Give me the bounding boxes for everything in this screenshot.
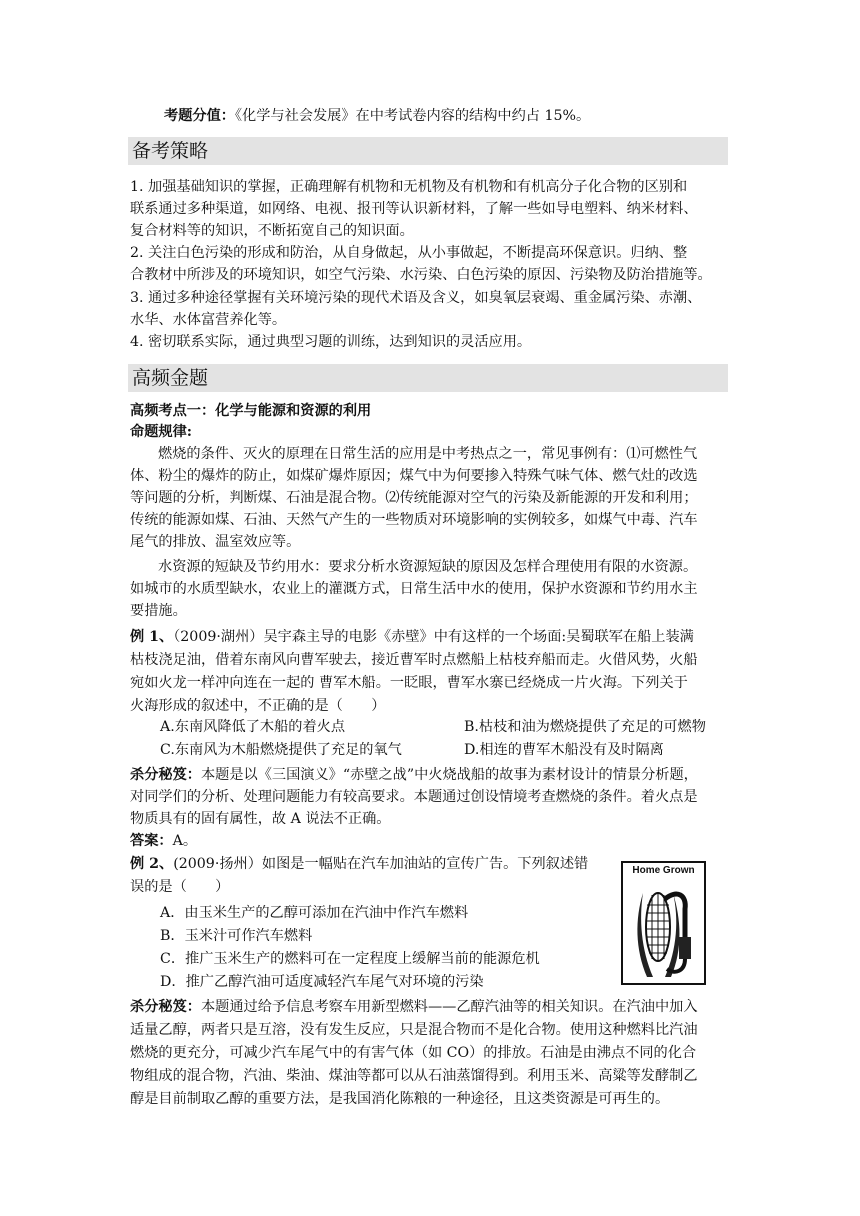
point-title: 高频考点一：化学与能源和资源的利用 <box>130 403 372 419</box>
example1-answer <box>130 831 730 851</box>
example2-tip-line: 燃烧的更充分，可减少汽车尾气中的有害气体（如 CO）的排放。石油是由沸点不同的化合 <box>130 1045 697 1061</box>
example1-tip-line: 本题是以《三国演义》“赤壁之战”中火烧战船的故事为素材设计的情景分析题， <box>200 767 698 783</box>
strategy-line: 复合材料等的知识，不断拓宽自己的知识面。 <box>130 223 414 239</box>
example1-option-a: A.东南风降低了木船的着火点 <box>160 719 346 735</box>
example1-line: （2009·湖州）吴宇森主导的电影《赤壁》中有这样的一个场面:吴蜀联军在船上装满 <box>173 629 694 645</box>
example1-tip-label: 杀分秘笈： <box>130 767 201 783</box>
example1-question <box>130 627 730 647</box>
section-heading-gold-questions: 高频金题 <box>128 364 728 392</box>
example1-line: 宛如火龙一样冲向连在一起的 曹军木船。一眨眼，曹军水寨已经烧成一片火海。下列关于 <box>130 675 688 691</box>
strategy-line: 合教材中所涉及的环境知识，如空气污染、水污染、白色污染的原因、污染物及防治措施等。 <box>130 267 712 283</box>
example2-tip-label: 杀分秘笈： <box>130 999 201 1015</box>
rule-line: 要措施。 <box>130 603 187 619</box>
strategy-line: 3. 通过多种途径掌握有关环境污染的现代术语及含义，如臭氧层衰竭、重金属污染、赤潮、 <box>130 290 702 306</box>
example1-tip <box>130 765 730 785</box>
example1-line: 火海形成的叙述中，不正确的是（ ） <box>130 698 386 714</box>
score-label: 考题分值： <box>164 108 235 124</box>
example2-option-a: A．由玉米生产的乙醇可添加在汽油中作汽车燃料 <box>160 905 469 921</box>
example1-label: 例 1、 <box>130 629 174 645</box>
corn-fuel-nozzle-icon <box>627 879 703 983</box>
section-heading-strategy: 备考策略 <box>128 137 728 165</box>
example1-tip-line: 对同学们的分析、处理问题能力有较高要求。本题通过创设情境考查燃烧的条件。着火点是 <box>130 789 698 805</box>
rule-line: 如城市的水质型缺水，农业上的灌溉方式，日常生活中水的使用，保护水资源和节约用水主 <box>130 581 698 597</box>
example1-option-d: D.相连的曹军木船没有及时隔离 <box>464 742 664 758</box>
home-grown-ad-image <box>621 861 706 985</box>
example2-tip-line: 适量乙醇，两者只是互溶，没有发生反应，只是混合物而不是化合物。使用这种燃料比汽油 <box>130 1022 698 1038</box>
example2-line: (2009·扬州）如图是一幅贴在汽车加油站的宣传广告。下列叙述错 <box>173 856 589 872</box>
strategy-line: 水华、水体富营养化等。 <box>130 312 287 328</box>
score-line <box>164 106 764 126</box>
strategy-line: 联系通过多种渠道，如网络、电视、报刊等认识新材料，了解一些如导电塑料、纳米材料、 <box>130 201 698 217</box>
rule-line: 体、粉尘的爆炸的防止，如煤矿爆炸原因；煤气中为何要掺入特殊气味气体、燃气灶的改选 <box>130 468 698 484</box>
example2-tip-line: 本题通过给予信息考察车用新型燃料——乙醇汽油等的相关知识。在汽油中加入 <box>200 999 698 1015</box>
example1-option-c: C.东南风为木船燃烧提供了充足的氧气 <box>160 742 402 758</box>
strategy-line: 2. 关注白色污染的形成和防治，从自身做起，从小事做起，不断提高环保意识。归纳、整 <box>130 245 688 261</box>
ad-title: Home Grown <box>632 865 695 876</box>
score-text: 《化学与社会发展》在中考试卷内容的结构中约占 15%。 <box>234 108 591 124</box>
rule-line: 等问题的分析，判断煤、石油是混合物。⑵传统能源对空气的污染及新能源的开发和利用； <box>130 490 698 506</box>
example2-tip-line: 物组成的混合物，汽油、柴油、煤油等都可以从石油蒸馏得到。利用玉米、高粱等发酵制乙 <box>130 1068 698 1084</box>
example2-tip-line: 醇是目前制取乙醇的重要方法，是我国消化陈粮的一种途径，且这类资源是可再生的。 <box>130 1091 670 1107</box>
strategy-line: 4. 密切联系实际，通过典型习题的训练，达到知识的灵活应用。 <box>130 334 532 350</box>
strategy-line: 1. 加强基础知识的掌握，正确理解有机物和无机物及有机物和有机高分子化合物的区别和 <box>130 179 688 195</box>
example2-label: 例 2、 <box>130 856 174 872</box>
answer-value: A。 <box>172 833 198 849</box>
rule-line: 水资源的短缺及节约用水：要求分析水资源短缺的原因及怎样合理使用有限的水资源。 <box>158 559 698 575</box>
example2-option-b: B．玉米汁可作汽车燃料 <box>160 928 313 944</box>
example1-option-b: B.枯枝和油为燃烧提供了充足的可燃物 <box>464 719 706 735</box>
example1-tip-line: 物质具有的固有属性，故 A 说法不正确。 <box>130 811 391 827</box>
answer-label: 答案： <box>130 833 173 849</box>
rule-label: 命题规律: <box>130 424 192 440</box>
rule-line: 传统的能源如煤、石油、天然气产生的一些物质对环境影响的实例较多，如煤气中毒、汽车 <box>130 512 698 528</box>
example2-tip <box>130 997 730 1017</box>
example2-option-c: C．推广玉米生产的燃料可在一定程度上缓解当前的能源危机 <box>160 951 540 967</box>
rule-line: 燃烧的条件、灭火的原理在日常生活的应用是中考热点之一，常见事例有：⑴可燃性气 <box>158 446 698 462</box>
example2-line: 误的是（ ） <box>130 879 230 895</box>
example2-option-d: D．推广乙醇汽油可适度减轻汽车尾气对环境的污染 <box>160 974 484 990</box>
example1-line: 枯枝浇足油，借着东南风向曹军驶去，接近曹军时点燃船上枯枝弃船而走。火借风势，火船 <box>130 652 698 668</box>
rule-line: 尾气的排放、温室效应等。 <box>130 534 301 550</box>
